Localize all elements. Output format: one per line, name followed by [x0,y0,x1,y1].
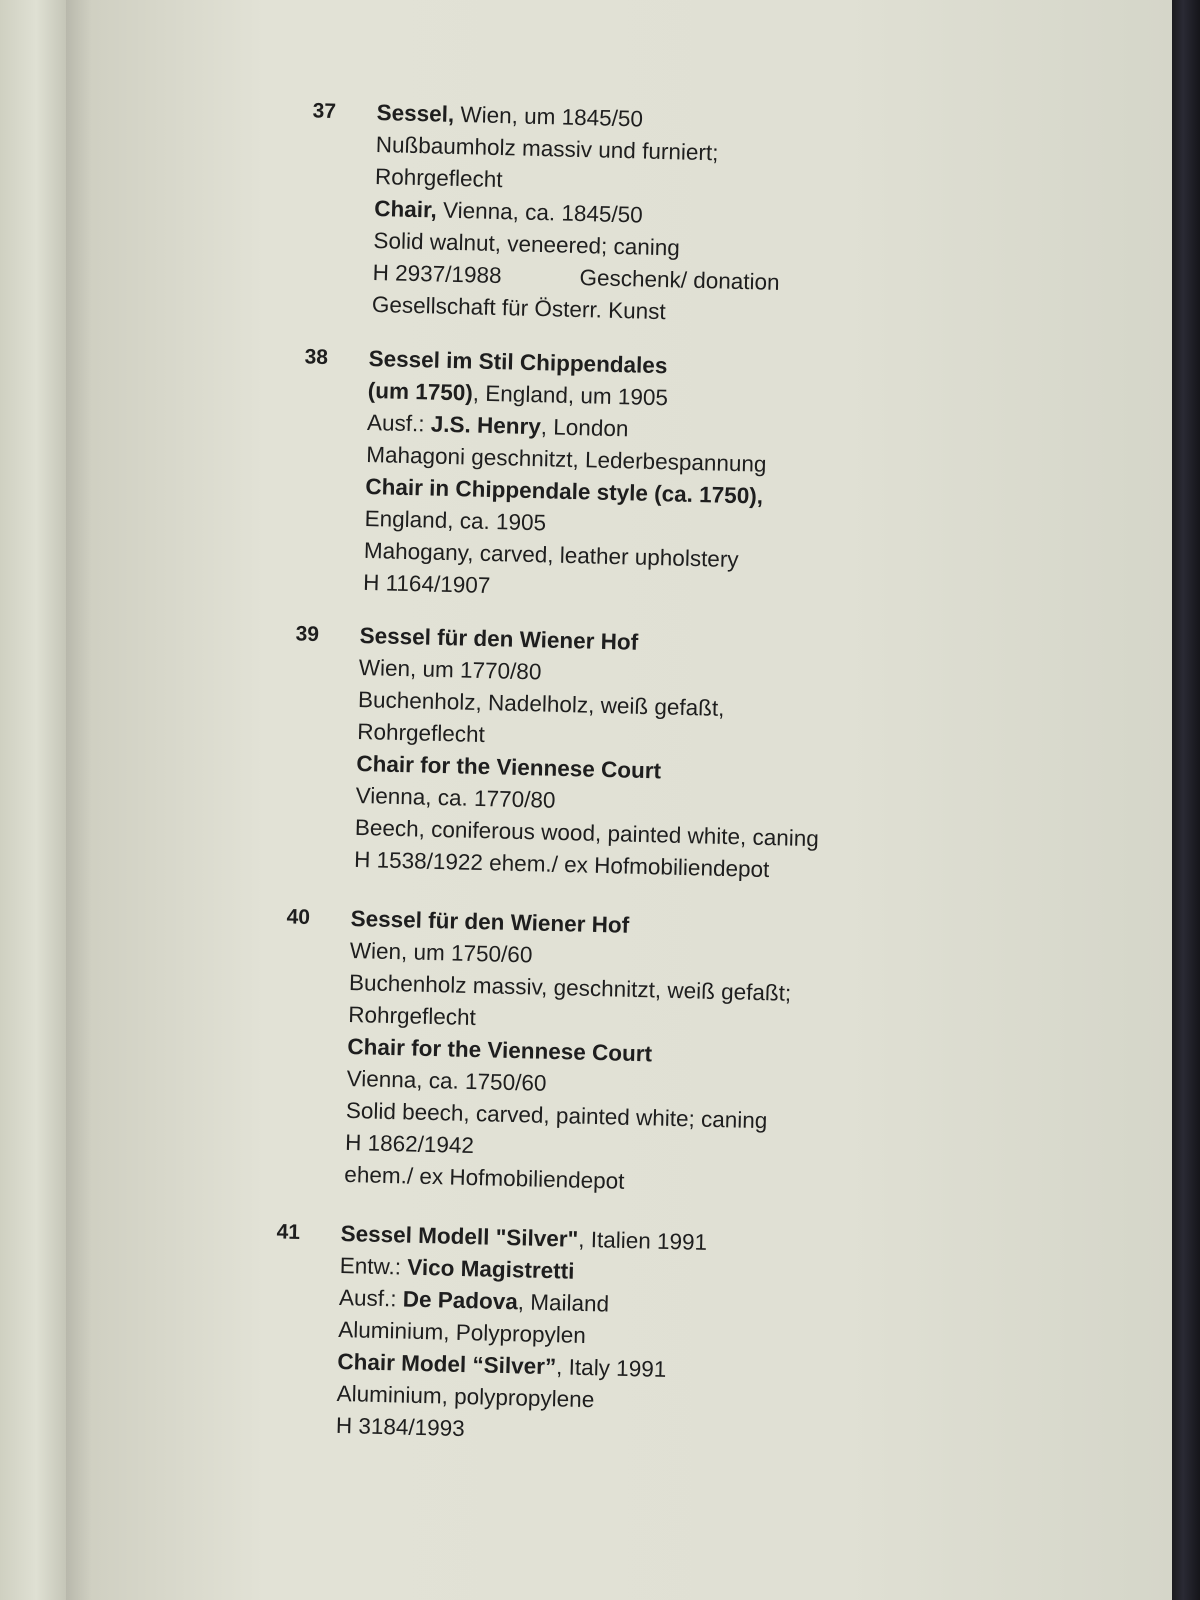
inventory-number: H 1862/1942 [344,1129,475,1159]
material-de: Aluminium, Polypropylen [337,1316,587,1349]
inventory-number: H 3184/1993 [335,1412,466,1442]
material-en: Solid beech, carved, painted white; caning [345,1097,768,1134]
entry-number: 41 [276,1220,301,1244]
maker-name: J.S. Henry [430,411,542,440]
material-en: Solid walnut, veneered; caning [373,227,681,261]
entry-number: 40 [286,905,311,929]
place-de: Wien, um 1750/60 [349,937,533,968]
maker-place: , Mailand [517,1289,610,1317]
inventory-number: H 1164/1907 [362,569,491,599]
title-de: Sessel für den Wiener Hof [350,905,630,938]
material-en: Aluminium, polypropylene [336,1380,595,1413]
material-en: Beech, coniferous wood, painted white, caning [354,814,820,852]
maker-prefix: Ausf.: [338,1284,404,1312]
book-edge [1172,0,1200,1600]
material-de-cont: Rohrgeflecht [356,718,486,748]
place-en: England, ca. 1905 [364,505,547,536]
material-en: Mahogany, carved, leather upholstery [363,537,739,573]
spine-shadow [66,0,92,1600]
maker-prefix: Ausf.: [366,409,432,437]
title-en-bold: Chair Model “Silver” [337,1348,557,1380]
donor: Gesellschaft für Österr. Kunst [371,291,667,325]
title-de: Sessel im Stil Chippendales [368,345,668,379]
material-de-cont: Rohrgeflecht [347,1001,477,1031]
provenance: Geschenk/ donation [579,265,780,295]
designer-name: Vico Magistretti [407,1254,575,1284]
catalog-entry-38 [304,343,1009,615]
title-de-bold: Sessel Modell "Silver" [340,1220,579,1252]
entry-number: 37 [312,99,337,123]
catalog-entry-39 [295,620,1000,892]
title-de-rest: , England, um 1905 [472,380,669,411]
title-de-bold: (um 1750) [367,377,474,406]
designer-prefix: Entw.: [339,1252,408,1280]
material-de: Buchenholz, Nadelholz, weiß gefaßt, [357,686,725,721]
place-en: Vienna, ca. 1750/60 [346,1065,547,1096]
maker-name: De Padova [402,1286,519,1315]
inventory-number: H 2937/1988 [372,259,502,289]
material-de: Nußbaumholz massiv und furniert; [375,131,719,166]
title-en: Chair in Chippendale style (ca. 1750), [365,473,764,509]
title-de: Sessel für den Wiener Hof [359,622,639,655]
inventory-provenance: H 1538/1922 ehem./ ex Hofmobiliendepot [353,846,770,883]
left-page-edge [0,0,66,1600]
title-bold: Sessel, [376,99,455,127]
title-en-bold: Chair, [373,195,438,223]
material-de-cont: Rohrgeflecht [374,163,503,193]
title-de-rest: , Italien 1991 [577,1226,708,1255]
title-en-rest: Vienna, ca. 1845/50 [436,197,644,228]
catalog-entry-37 [312,97,1017,337]
place-de: Wien, um 1770/80 [358,654,542,685]
title-en-rest: , Italy 1991 [555,1354,667,1382]
catalog-entry-41 [276,1218,981,1458]
material-de: Mahagoni geschnitzt, Lederbespannung [365,441,767,477]
maker-place: , London [540,414,629,442]
material-de: Buchenholz massiv, geschnitzt, weiß gefaßt; [348,969,792,1006]
provenance: ehem./ ex Hofmobiliendepot [344,1161,625,1194]
place-en: Vienna, ca. 1770/80 [355,782,556,813]
title-en: Chair for the Viennese Court [356,750,662,784]
entry-number: 39 [295,622,320,646]
title-en: Chair for the Viennese Court [347,1033,653,1067]
entry-number: 38 [304,345,329,369]
catalog-entry-40 [286,903,991,1207]
title-rest: Wien, um 1845/50 [453,101,644,132]
